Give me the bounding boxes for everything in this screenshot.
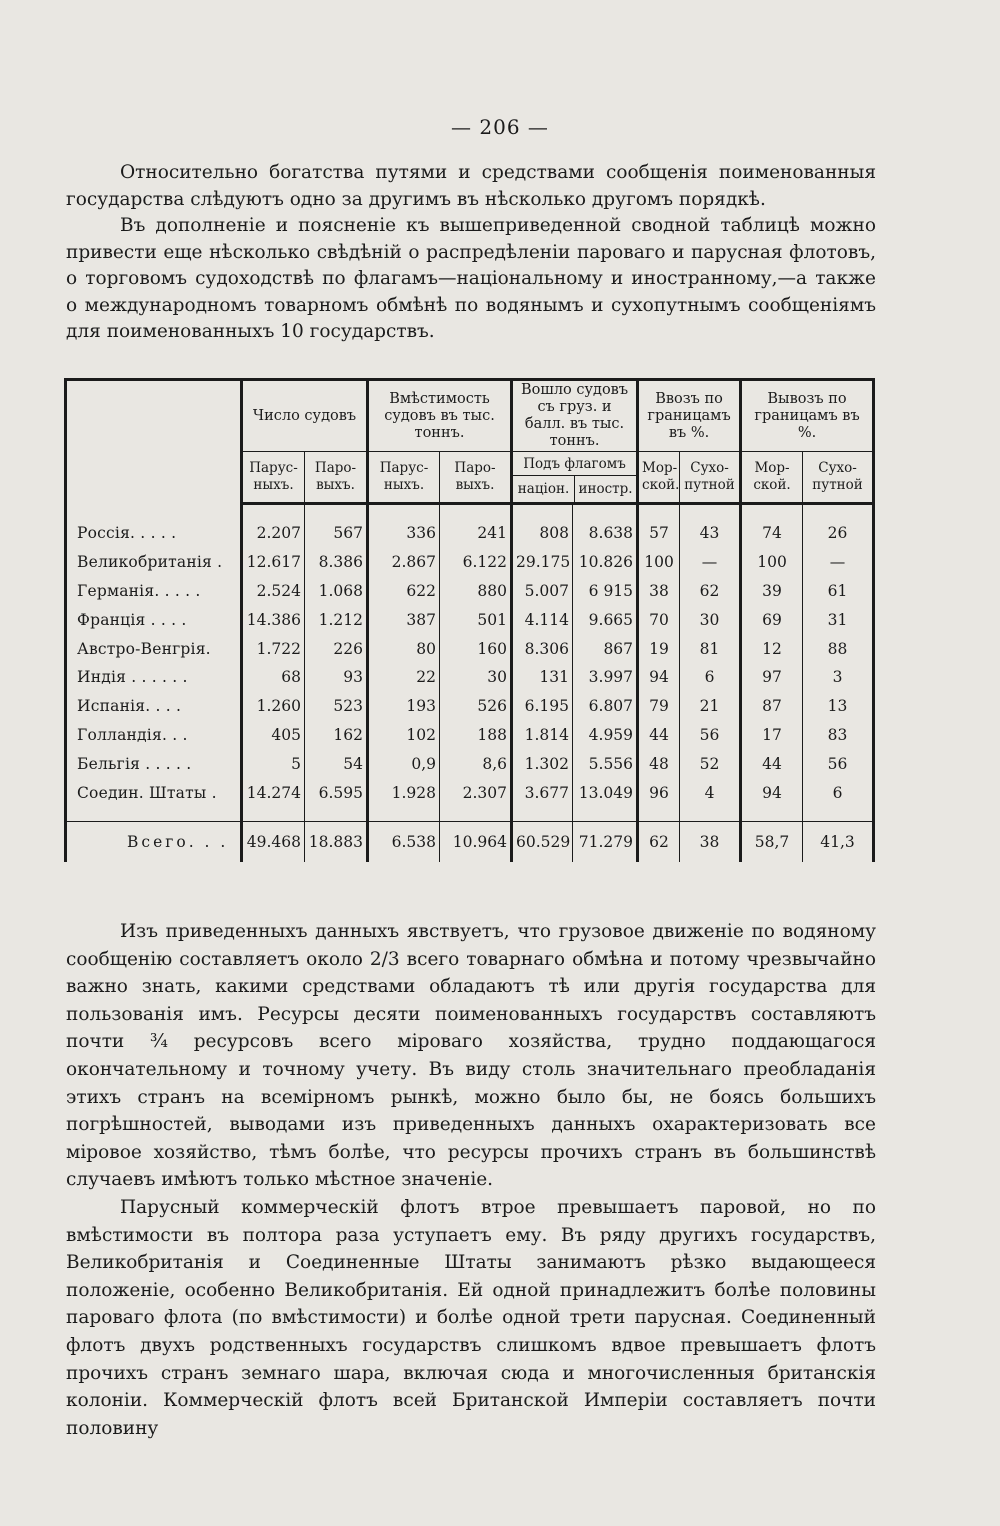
- value-cell: 61: [803, 577, 874, 606]
- country-cell: Испанія. . . .: [66, 692, 242, 721]
- value-cell: —: [803, 548, 874, 577]
- country-cell: Соедин. Штаты .: [66, 778, 242, 807]
- value-cell: 102: [368, 721, 440, 750]
- value-cell: 3: [803, 663, 874, 692]
- value-cell: 241: [440, 519, 512, 548]
- paragraph: Относительно богатства путями и средствами сообщенія поименованныя государства слѣдуютъ одно за другимъ въ нѣсколько другомъ порядкѣ.: [66, 162, 876, 210]
- header-import: Ввозъ по границамъ въ %.: [638, 380, 741, 452]
- value-cell: 4.114: [512, 605, 573, 634]
- subheader-sea: Мор-ской.: [741, 452, 803, 504]
- value-cell: 43: [680, 519, 741, 548]
- value-cell: 5.007: [512, 577, 573, 606]
- paragraph: Въ дополненіе и поясненіе къ вышеприведенной сводной таблицѣ можно привести еще нѣсколько свѣдѣній о распредѣленіи пароваго и парусная флотовъ, о торговомъ судоходствѣ по флагамъ—національному и иностранному,—а также о международномъ товарномъ обмѣнѣ по водянымъ и сухопутнымъ сообщеніямъ для поименованныхъ 10 государствъ.: [66, 215, 876, 342]
- subheader-steam: Паро-выхъ.: [440, 452, 512, 504]
- value-cell: 9.665: [573, 605, 638, 634]
- value-cell: 97: [741, 663, 803, 692]
- value-cell: 29.175: [512, 548, 573, 577]
- value-cell: 83: [803, 721, 874, 750]
- value-cell: 0,9: [368, 749, 440, 778]
- value-cell: 30: [440, 663, 512, 692]
- value-cell: 1.260: [242, 692, 305, 721]
- value-cell: 87: [741, 692, 803, 721]
- country-cell: Бельгія . . . . .: [66, 749, 242, 778]
- value-cell: 39: [741, 577, 803, 606]
- table-row: [66, 692, 874, 721]
- intro-text: [66, 160, 876, 346]
- value-cell: 1.722: [242, 634, 305, 663]
- value-cell: 8.386: [305, 548, 368, 577]
- value-cell: 5: [242, 749, 305, 778]
- value-cell: 501: [440, 605, 512, 634]
- table-row: [66, 577, 874, 606]
- value-cell: 4: [680, 778, 741, 807]
- value-cell: 93: [305, 663, 368, 692]
- header-capacity: Вмѣстимость судовъ въ тыс. тоннъ.: [368, 380, 512, 452]
- value-cell: 21: [680, 692, 741, 721]
- value-cell: 8.638: [573, 519, 638, 548]
- value-cell: 71.279: [573, 821, 638, 862]
- value-cell: 58,7: [741, 821, 803, 862]
- value-cell: 867: [573, 634, 638, 663]
- subheader-land: Сухо-путной: [803, 452, 874, 504]
- value-cell: 56: [680, 721, 741, 750]
- value-cell: 94: [741, 778, 803, 807]
- value-cell: 18.883: [305, 821, 368, 862]
- country-cell: Индія . . . . . .: [66, 663, 242, 692]
- value-cell: 48: [638, 749, 680, 778]
- value-cell: 74: [741, 519, 803, 548]
- header-export: Вывозъ по границамъ въ %.: [741, 380, 874, 452]
- under-flag-label: Подъ флагомъ: [513, 453, 636, 476]
- paragraph: Изъ приведенныхъ данныхъ явствуетъ, что грузовое движеніе по водяному сообщенію составляетъ около 2/3 всего товарнаго обмѣна и потому чрезвычайно важно знать, какими средствами обладаютъ тѣ или другія государства для пользованія имъ. Ресурсы десяти поименованныхъ государствъ составляютъ почти ¾ ресурсовъ всего міроваго хозяйства, трудно поддающагося окончательному и точному учету. Въ виду столь значительнаго преобладанія этихъ странъ на всемірномъ рынкѣ, можно было бы, не боясь большихъ погрѣшностей, выводами изъ приведенныхъ данныхъ охарактеризовать все міровое хозяйство, тѣмъ болѣе, что ресурсы прочихъ странъ въ большинствѣ случаевъ имѣютъ только мѣстное значеніе.: [66, 921, 876, 1191]
- value-cell: 193: [368, 692, 440, 721]
- value-cell: 41,3: [803, 821, 874, 862]
- value-cell: 1.068: [305, 577, 368, 606]
- value-cell: 100: [741, 548, 803, 577]
- value-cell: 79: [638, 692, 680, 721]
- value-cell: 880: [440, 577, 512, 606]
- value-cell: 1.814: [512, 721, 573, 750]
- table-row: [66, 548, 874, 577]
- value-cell: 6.538: [368, 821, 440, 862]
- body-text: [66, 918, 876, 1442]
- value-cell: —: [680, 548, 741, 577]
- country-cell: Великобританія .: [66, 548, 242, 577]
- value-cell: 226: [305, 634, 368, 663]
- value-cell: 57: [638, 519, 680, 548]
- header-entered: Вошло судовъ съ груз. и балл. въ тыс. тоннъ.: [512, 380, 638, 452]
- value-cell: 405: [242, 721, 305, 750]
- value-cell: 1.212: [305, 605, 368, 634]
- value-cell: 13.049: [573, 778, 638, 807]
- value-cell: 8,6: [440, 749, 512, 778]
- country-cell: Россія. . . . .: [66, 519, 242, 548]
- country-cell: Австро-Венгрія.: [66, 634, 242, 663]
- value-cell: 44: [638, 721, 680, 750]
- table-row: [66, 749, 874, 778]
- value-cell: 6.195: [512, 692, 573, 721]
- header-ships-count: Число судовъ: [242, 380, 368, 452]
- subheader-national: націон.: [517, 480, 570, 497]
- value-cell: 68: [242, 663, 305, 692]
- table-row: [66, 663, 874, 692]
- value-cell: 69: [741, 605, 803, 634]
- value-cell: 49.468: [242, 821, 305, 862]
- value-cell: 96: [638, 778, 680, 807]
- subheader-sailing: Парус-ныхъ.: [242, 452, 305, 504]
- value-cell: 12.617: [242, 548, 305, 577]
- value-cell: 12: [741, 634, 803, 663]
- table-row: [66, 778, 874, 807]
- value-cell: 3.997: [573, 663, 638, 692]
- value-cell: 387: [368, 605, 440, 634]
- value-cell: 14.274: [242, 778, 305, 807]
- value-cell: 808: [512, 519, 573, 548]
- value-cell: 160: [440, 634, 512, 663]
- table-row: [66, 721, 874, 750]
- value-cell: 14.386: [242, 605, 305, 634]
- value-cell: 526: [440, 692, 512, 721]
- value-cell: 60.529: [512, 821, 573, 862]
- value-cell: 6.595: [305, 778, 368, 807]
- subheader-land: Сухо-путной: [680, 452, 741, 504]
- country-cell: Германія. . . . .: [66, 577, 242, 606]
- value-cell: 30: [680, 605, 741, 634]
- value-cell: 22: [368, 663, 440, 692]
- value-cell: 38: [680, 821, 741, 862]
- spacer-row: [66, 504, 874, 520]
- value-cell: 567: [305, 519, 368, 548]
- value-cell: 6.807: [573, 692, 638, 721]
- value-cell: 31: [803, 605, 874, 634]
- total-row: [66, 821, 874, 862]
- value-cell: 131: [512, 663, 573, 692]
- value-cell: 523: [305, 692, 368, 721]
- value-cell: 38: [638, 577, 680, 606]
- table-row: [66, 519, 874, 548]
- value-cell: 622: [368, 577, 440, 606]
- value-cell: 88: [803, 634, 874, 663]
- table-row: [66, 634, 874, 663]
- value-cell: 100: [638, 548, 680, 577]
- value-cell: 44: [741, 749, 803, 778]
- value-cell: 52: [680, 749, 741, 778]
- value-cell: 188: [440, 721, 512, 750]
- value-cell: 6.122: [440, 548, 512, 577]
- subheader-foreign: иностр.: [574, 476, 636, 502]
- value-cell: 62: [638, 821, 680, 862]
- value-cell: 17: [741, 721, 803, 750]
- value-cell: 8.306: [512, 634, 573, 663]
- value-cell: 62: [680, 577, 741, 606]
- value-cell: 10.826: [573, 548, 638, 577]
- value-cell: 336: [368, 519, 440, 548]
- value-cell: 4.959: [573, 721, 638, 750]
- subheader-sailing: Парус-ныхъ.: [368, 452, 440, 504]
- country-cell: Всего. . .: [66, 821, 242, 862]
- table-body: [66, 504, 874, 862]
- value-cell: 94: [638, 663, 680, 692]
- value-cell: 56: [803, 749, 874, 778]
- value-cell: 19: [638, 634, 680, 663]
- value-cell: 70: [638, 605, 680, 634]
- subheader-under-flag: [512, 452, 638, 504]
- value-cell: 162: [305, 721, 368, 750]
- value-cell: 2.524: [242, 577, 305, 606]
- value-cell: 80: [368, 634, 440, 663]
- value-cell: 13: [803, 692, 874, 721]
- value-cell: 6: [680, 663, 741, 692]
- subheader-sea: Мор-ской.: [638, 452, 680, 504]
- value-cell: 1.302: [512, 749, 573, 778]
- value-cell: 6 915: [573, 577, 638, 606]
- subheader-steam: Паро-выхъ.: [305, 452, 368, 504]
- value-cell: 1.928: [368, 778, 440, 807]
- paragraph: Парусный коммерческій флотъ втрое превышаетъ паровой, но по вмѣстимости въ полтора раза уступаетъ ему. Въ ряду другихъ государствъ, Великобританія и Соединенные Штаты занимаютъ рѣзко выдающееся положеніе, особенно Великобританія. Ей одной принадлежитъ болѣе половины пароваго флота (по вмѣстимости) и болѣе одной трети парусная. Соединенный флотъ двухъ родственныхъ государствъ слишкомъ вдвое превышаетъ флотъ прочихъ странъ земнаго шара, включая сюда и многочисленныя британскія колоніи. Коммерческій флотъ всей Британской Имперіи составляетъ почти половину: [66, 1196, 876, 1439]
- value-cell: 5.556: [573, 749, 638, 778]
- value-cell: 81: [680, 634, 741, 663]
- value-cell: 10.964: [440, 821, 512, 862]
- spacer-row: [66, 807, 874, 822]
- country-cell: Франція . . . .: [66, 605, 242, 634]
- value-cell: 2.867: [368, 548, 440, 577]
- country-cell: Голландія. . .: [66, 721, 242, 750]
- value-cell: 6: [803, 778, 874, 807]
- header-blank: [66, 380, 242, 504]
- fleet-trade-table: [64, 378, 875, 862]
- value-cell: 2.307: [440, 778, 512, 807]
- value-cell: 2.207: [242, 519, 305, 548]
- value-cell: 54: [305, 749, 368, 778]
- table-row: [66, 605, 874, 634]
- page-number: — 206 —: [451, 115, 549, 139]
- value-cell: 26: [803, 519, 874, 548]
- value-cell: 3.677: [512, 778, 573, 807]
